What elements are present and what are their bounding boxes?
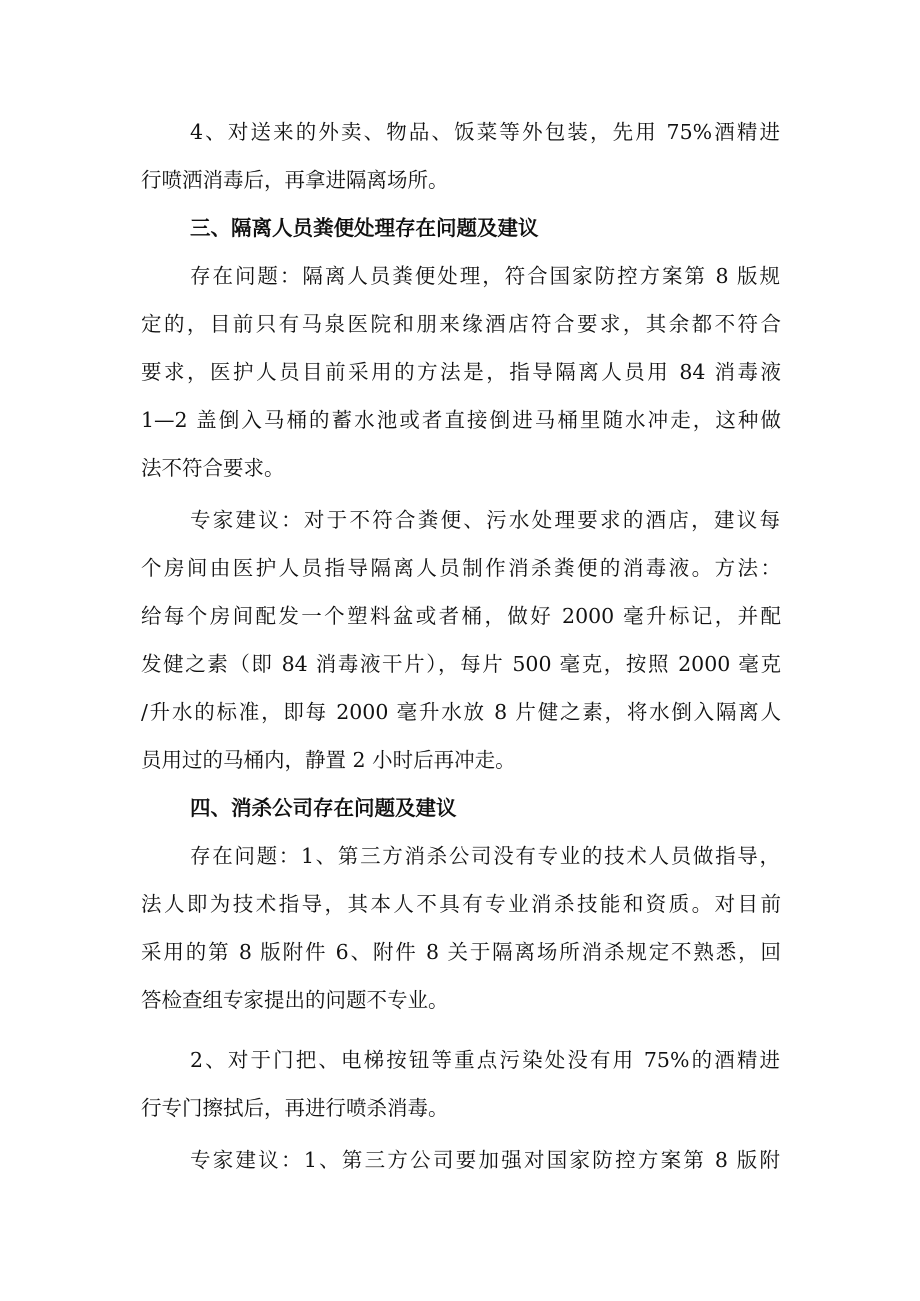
paragraph-line: 定的，目前只有马泉医院和朋来缘酒店符合要求，其余都不符合 xyxy=(141,312,781,336)
paragraph-line: 4、对送来的外卖、物品、饭菜等外包装，先用 75%酒精进 xyxy=(190,120,780,144)
paragraph-line: 个房间由医护人员指导隔离人员制作消杀粪便的消毒液。方法： xyxy=(141,556,781,580)
section-heading-4: 四、消杀公司存在问题及建议 xyxy=(190,796,457,820)
paragraph-line: 法人即为技术指导，其本人不具有专业消杀技能和资质。对目前 xyxy=(141,892,781,916)
paragraph-line: 存在问题：1、第三方消杀公司没有专业的技术人员做指导， xyxy=(190,844,780,868)
paragraph-line: 员用过的马桶内，静置 2 小时后再冲走。 xyxy=(141,748,516,772)
paragraph-line: 要求，医护人员目前采用的方法是，指导隔离人员用 84 消毒液 xyxy=(141,360,781,384)
paragraph-line: 发健之素（即 84 消毒液干片），每片 500 毫克，按照 2000 毫克 xyxy=(141,652,781,676)
paragraph-line: /升水的标准，即每 2000 毫升水放 8 片健之素，将水倒入隔离人 xyxy=(141,700,781,724)
paragraph-line: 行喷洒消毒后，再拿进隔离场所。 xyxy=(141,168,449,192)
paragraph-line: 行专门擦拭后，再进行喷杀消毒。 xyxy=(141,1096,449,1120)
paragraph-line: 采用的第 8 版附件 6、附件 8 关于隔离场所消杀规定不熟悉，回 xyxy=(141,940,781,964)
paragraph-line: 专家建议：1、第三方公司要加强对国家防控方案第 8 版附 xyxy=(190,1148,780,1172)
paragraph-line: 专家建议：对于不符合粪便、污水处理要求的酒店，建议每 xyxy=(190,508,780,532)
paragraph-line: 2、对于门把、电梯按钮等重点污染处没有用 75%的酒精进 xyxy=(190,1048,780,1072)
paragraph-line: 存在问题：隔离人员粪便处理，符合国家防控方案第 8 版规 xyxy=(190,264,780,288)
paragraph-line: 给每个房间配发一个塑料盆或者桶，做好 2000 毫升标记，并配 xyxy=(141,604,781,628)
paragraph-line: 法不符合要求。 xyxy=(141,456,285,480)
paragraph-line: 答检查组专家提出的问题不专业。 xyxy=(141,988,449,1012)
paragraph-line: 1—2 盖倒入马桶的蓄水池或者直接倒进马桶里随水冲走，这种做 xyxy=(141,408,781,432)
section-heading-3: 三、隔离人员粪便处理存在问题及建议 xyxy=(190,216,539,240)
